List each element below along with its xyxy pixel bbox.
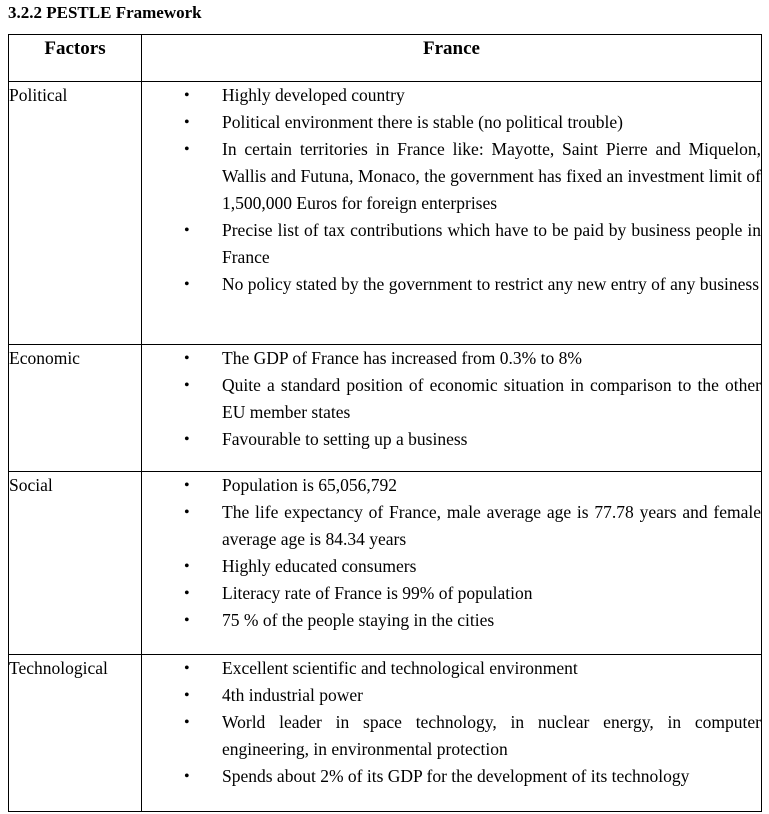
table-row-economic [9, 345, 762, 472]
points-political [142, 82, 762, 345]
bullet-dot-icon: • [184, 585, 190, 602]
header-france: France [142, 35, 762, 82]
list-item: • Literacy rate of France is 99% of population [142, 580, 761, 607]
factor-economic: Economic [9, 345, 142, 472]
bullet-list [142, 655, 761, 790]
bullet-dot-icon: • [184, 350, 190, 367]
bullet-dot-icon: • [184, 377, 190, 394]
list-item: • 75 % of the people staying in the cities [142, 607, 761, 634]
bullet-list [142, 345, 761, 453]
table-row-political [9, 82, 762, 345]
list-item: • The GDP of France has increased from 0.3% to 8% [142, 345, 761, 372]
pestle-table [8, 34, 762, 812]
factor-technological: Technological [9, 655, 142, 812]
bullet-dot-icon: • [184, 768, 190, 785]
bullet-dot-icon: • [184, 114, 190, 131]
bullet-list [142, 82, 761, 298]
list-item: • Quite a standard position of economic situation in comparison to the other EU member states [142, 372, 761, 426]
bullet-dot-icon: • [184, 431, 190, 448]
list-item: • World leader in space technology, in nuclear energy, in computer engineering, in environmental protection [142, 709, 761, 763]
list-item: • Excellent scientific and technological environment [142, 655, 761, 682]
bullet-dot-icon: • [184, 141, 190, 158]
list-item: • In certain territories in France like: Mayotte, Saint Pierre and Miquelon, Wallis and Futuna, Monaco, the government has fixed an investment limit of 1,500,000 Euros for foreign enterprises [142, 136, 761, 217]
list-item: • Favourable to setting up a business [142, 426, 761, 453]
list-item: • 4th industrial power [142, 682, 761, 709]
section-heading: 3.2.2 PESTLE Framework [8, 3, 202, 22]
bullet-dot-icon: • [184, 612, 190, 629]
bullet-dot-icon: • [184, 477, 190, 494]
bullet-dot-icon: • [184, 687, 190, 704]
list-item: • Spends about 2% of its GDP for the development of its technology [142, 763, 761, 790]
bullet-dot-icon: • [184, 276, 190, 293]
points-social [142, 472, 762, 655]
bullet-dot-icon: • [184, 714, 190, 731]
list-item: • No policy stated by the government to restrict any new entry of any business [142, 271, 761, 298]
list-item: • The life expectancy of France, male average age is 77.78 years and female average age is 84.34 years [142, 499, 761, 553]
table-header-row [9, 35, 762, 82]
list-item: • Precise list of tax contributions which have to be paid by business people in France [142, 217, 761, 271]
table-row-technological [9, 655, 762, 812]
bullet-list [142, 472, 761, 634]
list-item: • Highly educated consumers [142, 553, 761, 580]
bullet-dot-icon: • [184, 504, 190, 521]
points-economic [142, 345, 762, 472]
header-factors: Factors [9, 35, 142, 82]
factor-political: Political [9, 82, 142, 345]
bullet-dot-icon: • [184, 87, 190, 104]
bullet-dot-icon: • [184, 222, 190, 239]
list-item: • Highly developed country [142, 82, 761, 109]
table-row-social [9, 472, 762, 655]
bullet-dot-icon: • [184, 558, 190, 575]
list-item: • Population is 65,056,792 [142, 472, 761, 499]
factor-social: Social [9, 472, 142, 655]
list-item: • Political environment there is stable (no political trouble) [142, 109, 761, 136]
bullet-dot-icon: • [184, 660, 190, 677]
points-technological [142, 655, 762, 812]
